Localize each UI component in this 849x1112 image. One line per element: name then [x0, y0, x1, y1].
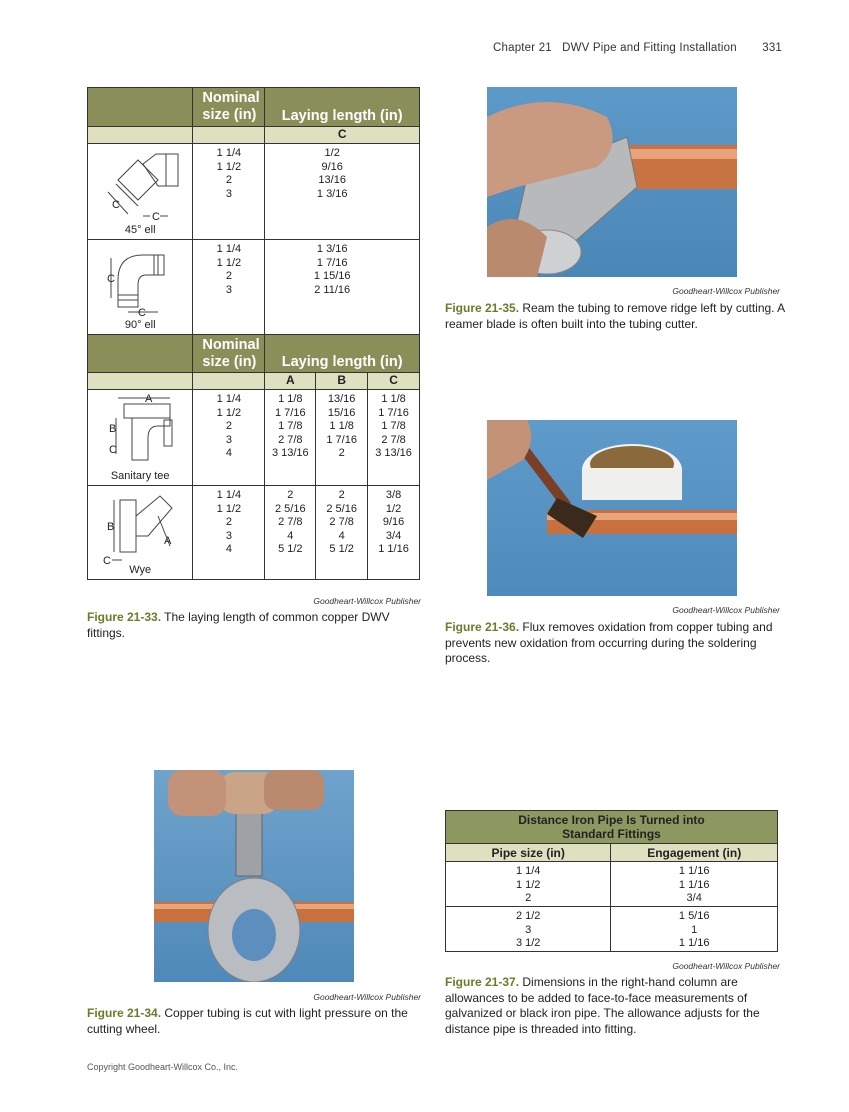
- iron-subheader-row: [446, 844, 778, 862]
- label-90-ell: 90° ell: [124, 319, 156, 331]
- diagram-90-ell: [88, 240, 193, 335]
- c-values-wye: 3/8 1/2 9/16 3/4 1 1/16: [368, 486, 420, 580]
- dim-label-a-wye: A: [164, 535, 172, 547]
- iron-group-2: [446, 907, 778, 952]
- caption-fig37: [445, 975, 785, 1037]
- column-c-header-2: C: [368, 373, 420, 390]
- tubing-cutter-illustration: [154, 770, 354, 982]
- c-values-45-ell: 1/2 9/16 13/16 1 3/16: [265, 144, 420, 240]
- dim-label-c-4: C: [138, 307, 146, 319]
- caption-number-fig37: Figure 21-37.: [445, 975, 520, 989]
- flux-brush-illustration: [487, 420, 737, 596]
- iron-pipe-table: [445, 810, 778, 952]
- caption-fig35: [445, 301, 785, 332]
- engagement-group-2: 1 5/16 1 1 1/16: [611, 907, 778, 952]
- diagram-wye: [88, 486, 193, 580]
- dim-label-c-tee: C: [109, 444, 117, 456]
- caption-number-fig33: Figure 21-33.: [87, 610, 162, 624]
- row-90-ell: [88, 240, 420, 335]
- chapter-title: DWV Pipe and Fitting Installation: [562, 42, 737, 54]
- photo-reaming-tubing: [487, 87, 737, 277]
- row-45-ell: [88, 144, 420, 240]
- pipe-size-header: Pipe size (in): [446, 844, 611, 862]
- pipe-sizes-group-2: 2 1/2 3 3 1/2: [446, 907, 611, 952]
- dim-label-b-tee: B: [109, 423, 117, 435]
- iron-group-1: [446, 862, 778, 907]
- diagram-sanitary-tee: [88, 390, 193, 486]
- caption-fig34: [87, 1006, 423, 1037]
- c-values-90-ell: 1 3/16 1 7/16 1 15/16 2 11/16: [265, 240, 420, 335]
- caption-text-fig34: Copper tubing is cut with light pressure on the cutting wheel.: [87, 1006, 408, 1036]
- running-head: [493, 42, 782, 54]
- diagram-45-ell: [88, 144, 193, 240]
- label-sanitary-tee: Sanitary tee: [110, 470, 170, 482]
- caption-text-fig37: Dimensions in the right-hand column are allowances to be added to face-to-face measurements of galvanized or black iron pipe. The allowance adjusts for the distance pipe is threaded into fitting.: [445, 975, 760, 1036]
- credit-fig36: Goodheart-Willcox Publisher: [672, 605, 780, 615]
- sizes-wye: 1 1/4 1 1/2 2 3 4: [193, 486, 265, 580]
- pipe-sizes-group-1: 1 1/4 1 1/2 2: [446, 862, 611, 907]
- credit-fig37: Goodheart-Willcox Publisher: [672, 961, 780, 971]
- sizes-tee: 1 1/4 1 1/2 2 3 4: [193, 390, 265, 486]
- iron-table-title: Distance Iron Pipe Is Turned into Standard Fittings: [446, 811, 778, 844]
- caption-text-fig33: The laying length of common copper DWV fittings.: [87, 610, 390, 640]
- column-c-header: C: [265, 127, 420, 144]
- credit-fig33: Goodheart-Willcox Publisher: [313, 596, 421, 606]
- caption-text-fig36: Flux removes oxidation from copper tubing and prevents new oxidation from occurring during the soldering process.: [445, 620, 773, 665]
- nominal-size-header-2: Nominal size (in): [193, 335, 265, 373]
- fittings-subheader-2: [88, 373, 420, 390]
- dim-label-c-3: C: [107, 273, 115, 285]
- column-a-header: A: [265, 373, 316, 390]
- dim-label-c-1: C: [112, 199, 120, 211]
- sizes-90-ell: 1 1/4 1 1/2 2 3: [193, 240, 265, 335]
- credit-fig34: Goodheart-Willcox Publisher: [313, 992, 421, 1002]
- engagement-group-1: 1 1/16 1 1/16 3/4: [611, 862, 778, 907]
- caption-number-fig35: Figure 21-35.: [445, 301, 520, 315]
- page-number: 331: [762, 42, 783, 54]
- b-values-wye: 2 2 5/16 2 7/8 4 5 1/2: [316, 486, 368, 580]
- b-values-tee: 13/16 15/16 1 1/8 1 7/16 2: [316, 390, 368, 486]
- dim-label-c-wye: C: [103, 555, 111, 567]
- laying-length-header-2: Laying length (in): [265, 335, 420, 373]
- laying-length-header: Laying length (in): [265, 88, 420, 127]
- caption-fig33: [87, 610, 427, 641]
- engagement-header: Engagement (in): [611, 844, 778, 862]
- fittings-header-2: [88, 335, 420, 373]
- c-values-tee: 1 1/8 1 7/16 1 7/8 2 7/8 3 13/16: [368, 390, 420, 486]
- caption-number-fig36: Figure 21-36.: [445, 620, 520, 634]
- label-wye: Wye: [129, 564, 152, 576]
- credit-fig35: Goodheart-Willcox Publisher: [672, 286, 780, 296]
- dim-label-b-wye: B: [107, 521, 115, 533]
- column-b-header: B: [316, 373, 368, 390]
- caption-number-fig34: Figure 21-34.: [87, 1006, 162, 1020]
- caption-text-fig35: Ream the tubing to remove ridge left by cutting. A reamer blade is often built into the tubing cutter.: [445, 301, 785, 331]
- row-wye: [88, 486, 420, 580]
- caption-fig36: [445, 620, 785, 667]
- photo-tubing-cutter: [154, 770, 354, 982]
- fittings-table: [87, 87, 420, 580]
- sizes-45-ell: 1 1/4 1 1/2 2 3: [193, 144, 265, 240]
- iron-title-row: [446, 811, 778, 844]
- dim-label-c-2: C: [152, 211, 160, 223]
- dim-label-a-tee: A: [145, 393, 153, 405]
- reaming-illustration: [487, 87, 737, 277]
- chapter-number: Chapter 21: [493, 42, 552, 54]
- label-45-ell: 45° ell: [124, 224, 156, 236]
- photo-flux-brush: [487, 420, 737, 596]
- row-sanitary-tee: [88, 390, 420, 486]
- fittings-header-1: [88, 88, 420, 127]
- a-values-wye: 2 2 5/16 2 7/8 4 5 1/2: [265, 486, 316, 580]
- nominal-size-header: Nominal size (in): [193, 88, 265, 127]
- fittings-subheader-1: [88, 127, 420, 144]
- a-values-tee: 1 1/8 1 7/16 1 7/8 2 7/8 3 13/16: [265, 390, 316, 486]
- copyright-footer: Copyright Goodheart-Willcox Co., Inc.: [87, 1062, 239, 1072]
